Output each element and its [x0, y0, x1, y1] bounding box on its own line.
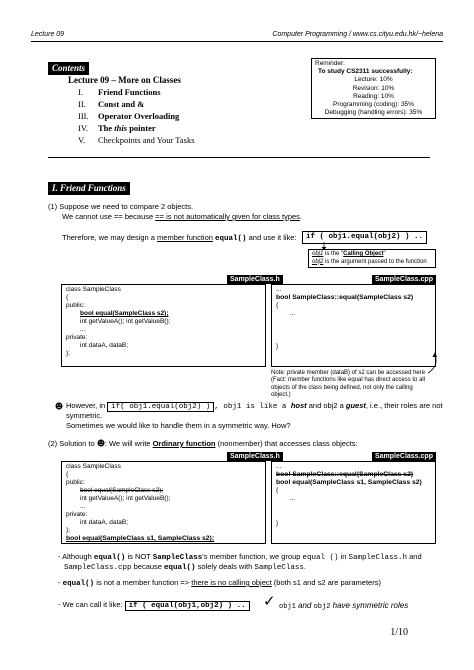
divider [48, 157, 430, 158]
sad-face-icon [55, 402, 63, 410]
paragraph-1a: (1) Suppose we need to compare 2 objects. [48, 202, 194, 211]
code-box-impl-1: ... bool SampleClass::equal(SampleClass s2) { ... } [271, 284, 436, 367]
toc-item-1: I. Friend Functions [78, 87, 161, 97]
paragraph-1b: We cannot use == because == is not automatically given for class types. [62, 212, 303, 221]
contents-banner: Contents [48, 62, 89, 75]
toc-title: Lecture 09 – More on Classes [68, 75, 181, 85]
page-number: 1/10 [390, 627, 408, 638]
tab-sampleclass-cpp-2: SampleClass.cpp [372, 452, 436, 461]
toc-item-2: II. Const and & [78, 99, 145, 109]
header-right: Computer Programming / www.cs.cityu.edu.hk/~helena [272, 31, 443, 38]
paragraph-2: Therefore, we may design a member function equal() and use it like: [62, 233, 297, 243]
code-box-header-2: class SampleClass { public: bool equal(SampleClass s2); int getValueA(); int getValueB(); ... private: int dataA, dataB; }; bool equal(SampleClass s1, SampleClass s2); [61, 461, 266, 544]
bullet-1-line-1: - Although equal() is NOT SampleClass's member function, we group equal () in SampleClass.h and [58, 552, 422, 562]
however-line-2: symmetric. [66, 411, 103, 420]
header-left: Lecture 09 [31, 31, 65, 38]
however-line-3: Sometimes we would like to handle them in a symmetric way. How? [66, 421, 291, 430]
paragraph-solution: (2) Solution to : We will write Ordinary function (nonmember) that accesses class objects: [48, 439, 358, 448]
code-snippet-member-call: if ( obj1.equal(obj2) ) .. [302, 231, 427, 244]
code-box-impl-2: ... bool SampleClass::equal(SampleClass s2) bool equal(SampleClass s1, SampleClass s2) { ... } [271, 461, 436, 544]
however-line-1: However, in if( obj1.equal(obj2) ) , obj1 is like a host and obj2 a guest, i.e., their roles are not [66, 401, 443, 411]
tab-sampleclass-cpp: SampleClass.cpp [372, 275, 436, 284]
checkmark-icon: ✓ [263, 593, 276, 610]
note-private-access: Note: private member (dataB) of s2 can be accessed here (Fact: member functions like equal has direct access to all objects of the class being defined, not only the calling object.) [271, 370, 426, 399]
bullet-3: - We can call it like: if ( equal(obj1,obj2) ) .. [58, 600, 250, 611]
tab-sampleclass-h: SampleClass.h [227, 275, 283, 284]
symmetric-roles-note: obj1 and obj2 have symmetric roles [279, 601, 409, 611]
reminder-box: Reminder: To study CS2311 successfully: Lecture: 10% Revision: 10% Reading: 10% Programming (coding): 35% Debugging (handling errors): 35% [311, 58, 436, 119]
toc-item-4: IV. The this pointer [78, 123, 156, 133]
sad-face-icon [97, 439, 105, 447]
section-banner-friend-functions: I. Friend Functions [48, 182, 130, 195]
code-box-header-1: class SampleClass { public: bool equal(SampleClass s2); int getValueA(); int getValueB(); ... private: int dataA, dataB; }; [61, 284, 266, 367]
bullet-1-line-2: SampleClass.cpp because equal() solely deals with SampleClass. [64, 562, 306, 572]
toc-item-3: III. Operator Overloading [78, 111, 180, 121]
bullet-2: - equal() is not a member function => there is no calling object (both s1 and s2 are parameters) [58, 578, 381, 588]
toc-item-5: V. Checkpoints and Your Tasks [78, 135, 195, 145]
callout-calling-object: obj1 is the "Calling Object" obj2 is the argument passed to the function [308, 249, 436, 268]
tab-sampleclass-h-2: SampleClass.h [227, 452, 283, 461]
header-rule [31, 41, 443, 42]
